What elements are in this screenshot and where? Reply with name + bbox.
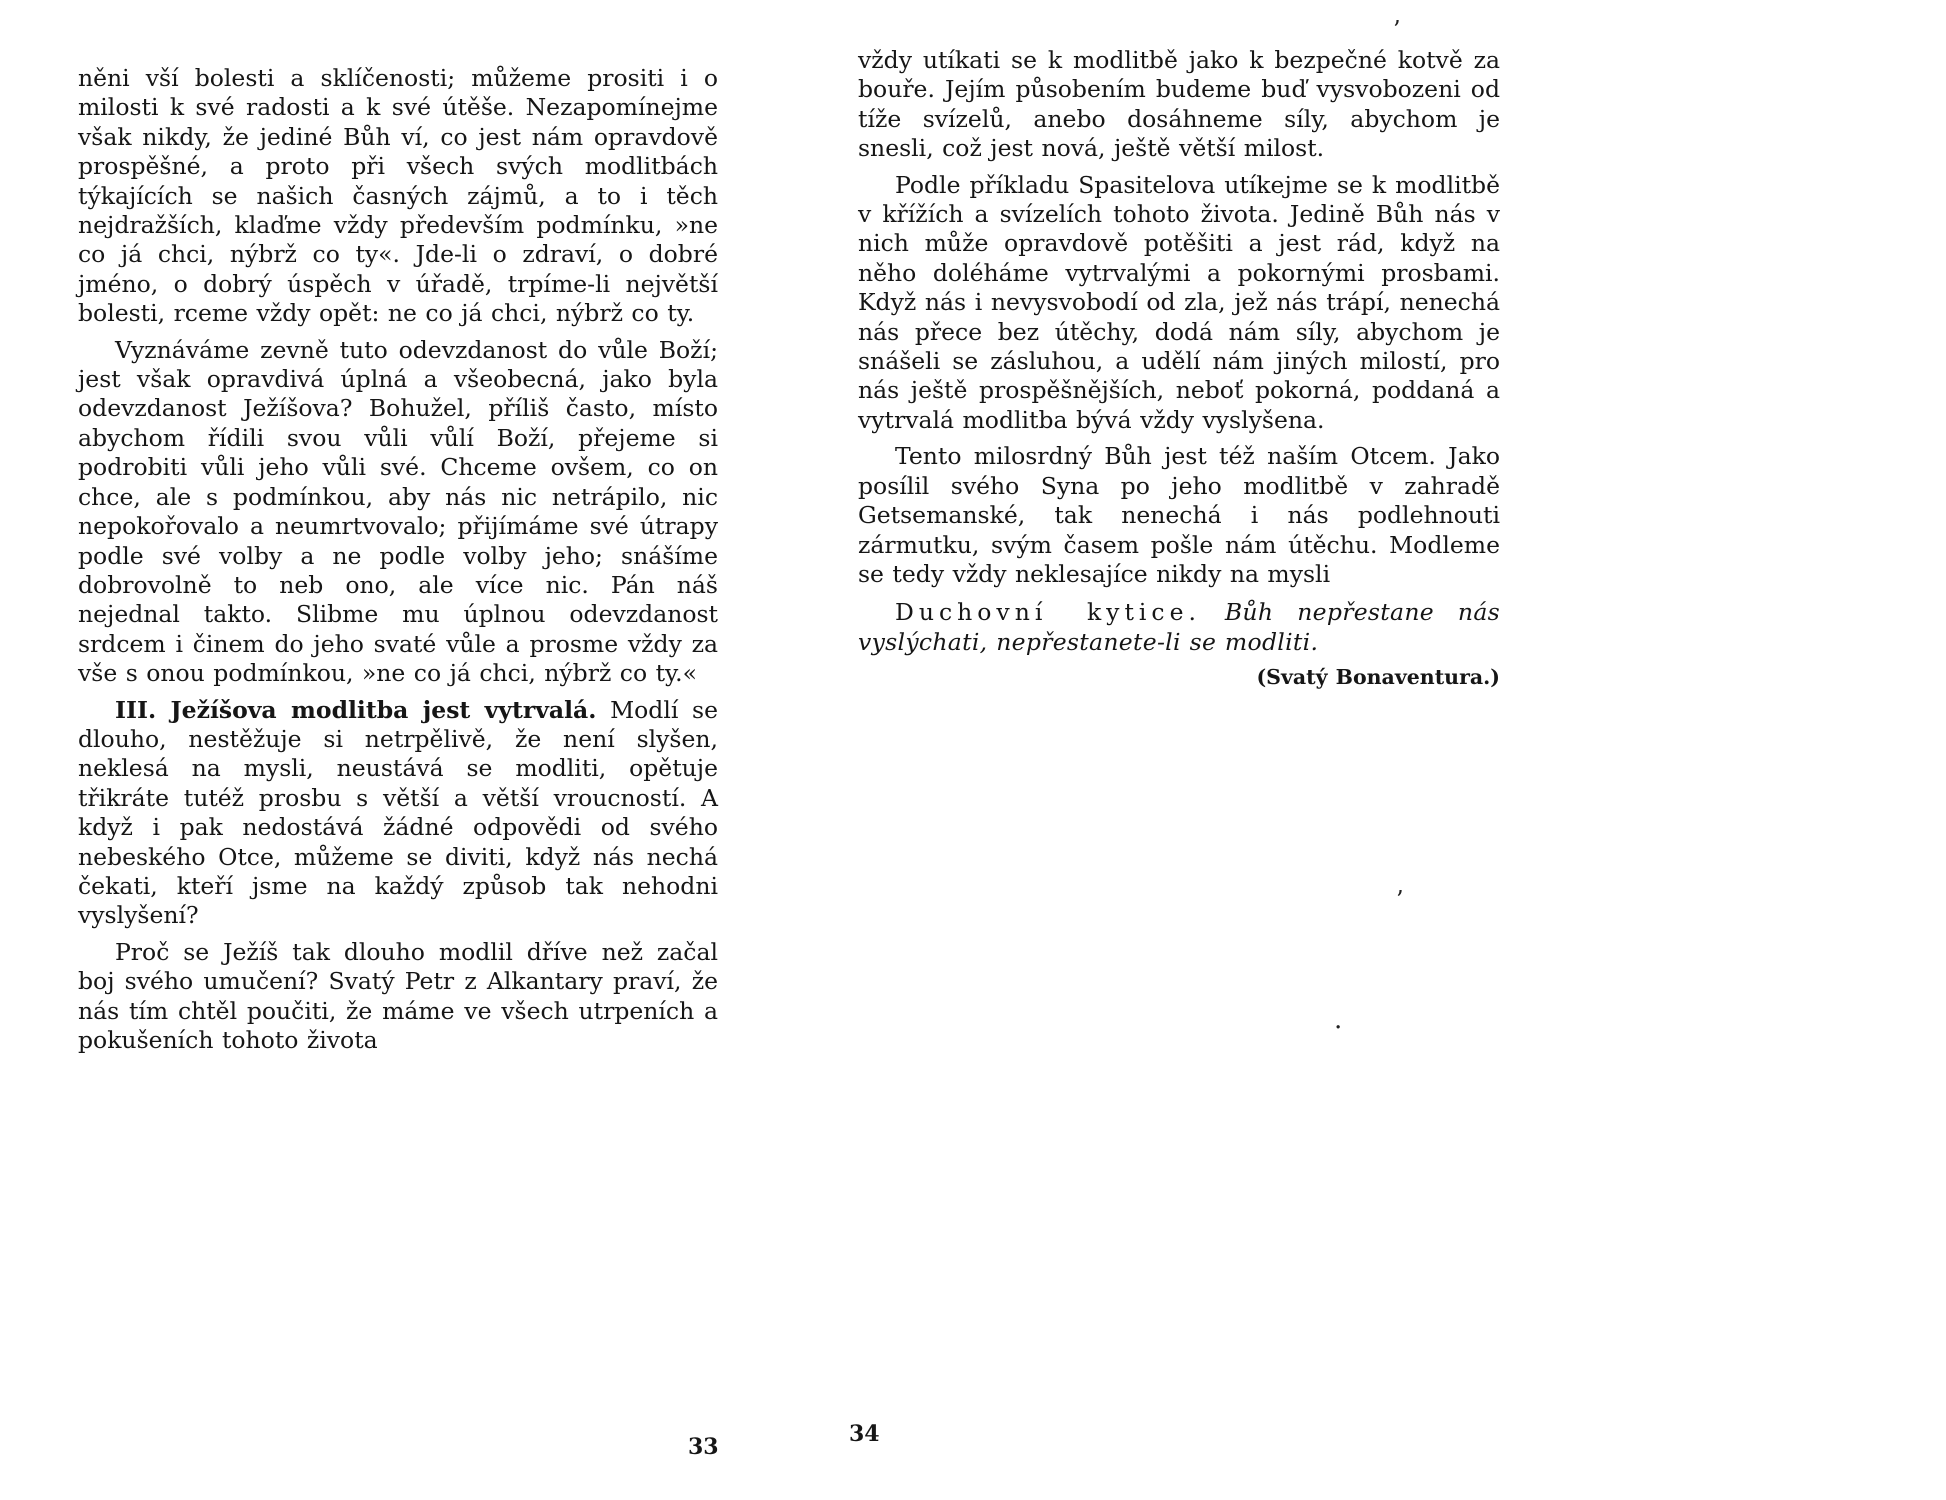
- page-left: [78, 64, 718, 1062]
- page-number-34: 34: [849, 1421, 880, 1447]
- paragraph-spiritual-bouquet: [858, 598, 1500, 657]
- page-right: [858, 46, 1500, 697]
- paragraph-left-4: Proč se Ježíš tak dlouho modlil dříve než začal boj svého umučení? Svatý Petr z Alkantary praví, že nás tím chtěl poučiti, že máme ve všech utrpeních a pokušeních tohoto života: [78, 937, 718, 1054]
- spiritual-bouquet-quote: Bůh nepřestane nás vyslýchati, nepřestanete-li se modliti.: [858, 598, 1500, 656]
- scan-artifact-mark: ’: [1396, 886, 1404, 914]
- paragraph-left-3: [78, 696, 718, 931]
- paragraph-left-3-body: Modlí se dlouho, nestěžuje si netrpělivě, že není slyšen, neklesá na mysli, neustává se modliti, opětuje třikráte tutéž prosbu s větší a větší vroucností. A když i pak nedostává žádné odpovědi od svého nebeského Otce, můžeme se diviti, když nás nechá čekati, kteří jsme na každý způsob tak nehodni vyslyšení?: [78, 695, 718, 930]
- paragraph-right-3: Tento milosrdný Bůh jest též naším Otcem. Jako posílil svého Syna po jeho modlitbě v zahradě Getsemanské, tak nenechá i nás podlehnouti zármutku, svým časem pošle nám útěchu. Modleme se tedy vždy neklesajíce nikdy na mysli: [858, 442, 1500, 588]
- paragraph-right-1: vždy utíkati se k modlitbě jako k bezpečné kotvě za bouře. Jejím působením budeme buď vysvobozeni od tíže svízelů, anebo dosáhneme síly, abychom je snesli, což jest nová, ještě větší milost.: [858, 46, 1500, 163]
- section-heading-iii: III. Ježíšova modlitba jest vytrvalá.: [115, 695, 597, 724]
- paragraph-left-1: něni vší bolesti a sklíčenosti; můžeme prositi i o milosti k své radosti a k své útěše. Nezapomínejme však nikdy, že jediné Bůh ví, co jest nám opravdově prospěšné, a proto při všech svých modlitbách týkajících se našich časných zájmů, a to i těch nejdražších, klaďme vždy především podmínku, »ne co já chci, nýbrž co ty«. Jde-li o zdraví, o dobré jméno, o dobrý úspěch v úřadě, trpíme-li největší bolesti, rceme vždy opět: ne co já chci, nýbrž co ty.: [78, 64, 718, 328]
- page-number-33: 33: [688, 1434, 719, 1460]
- quote-attribution: (Svatý Bonaventura.): [1256, 665, 1500, 690]
- paragraph-right-2: Podle příkladu Spasitelova utíkejme se k modlitbě v křížích a svízelích tohoto života. Jedině Bůh nás v nich může opravdově potěšiti a jest rád, když na něho doléháme vytrvalými a pokornými prosbami. Když nás i nevysvobodí od zla, jež nás trápí, nenechá nás přece bez útěchy, dodá nám síly, abychom je snášeli se zásluhou, a udělí nám jiných milostí, pro nás ještě prospěšnějších, neboť pokorná, poddaná a vytrvalá modlitba bývá vždy vyslyšena.: [858, 170, 1500, 434]
- spiritual-bouquet-label: Duchovní kytice.: [895, 598, 1201, 627]
- scan-artifact-dot: .: [1334, 1005, 1343, 1035]
- scan-artifact-mark: ’: [1393, 16, 1401, 44]
- paragraph-left-2: Vyznáváme zevně tuto odevzdanost do vůle Boží; jest však opravdivá úplná a všeobecná, jako byla odevzdanost Ježíšova? Bohužel, příliš často, místo abychom řídili svou vůli vůlí Boží, přejeme si podrobiti vůli jeho vůli své. Chceme ovšem, co on chce, ale s podmínkou, aby nás nic netrápilo, nic nepokořovalo a neumrtvovalo; přijímáme své útrapy podle své volby a ne podle volby jeho; snášíme dobrovolně to neb ono, ale více nic. Pán náš nejednal takto. Slibme mu úplnou odevzdanost srdcem i činem do jeho svaté vůle a prosme vždy za vše s onou podmínkou, »ne co já chci, nýbrž co ty.«: [78, 335, 718, 688]
